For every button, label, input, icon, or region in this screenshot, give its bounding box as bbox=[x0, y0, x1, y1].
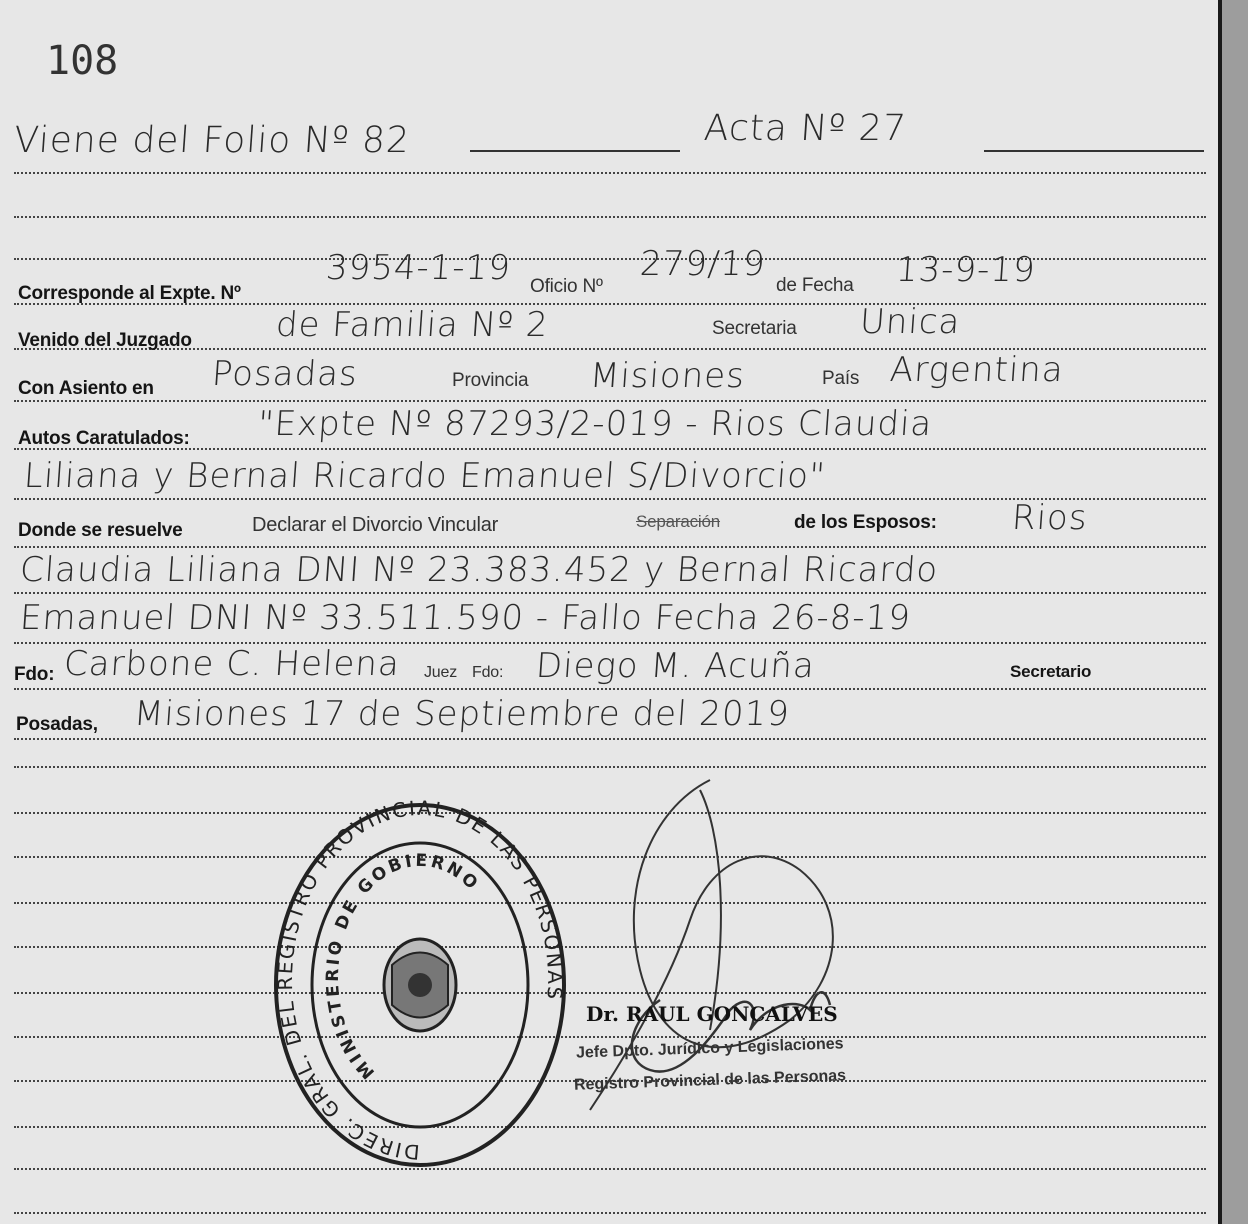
posadas-value: Misiones 17 de Septiembre del 2019 bbox=[132, 694, 792, 734]
asiento-value: Posadas bbox=[210, 354, 360, 394]
esposos-line-2: Claudia Liliana DNI Nº 23.383.452 y Bernal Ricardo bbox=[18, 550, 940, 590]
ruled-line bbox=[14, 592, 1206, 594]
ruled-line bbox=[14, 546, 1206, 548]
juzgado-value: de Familia Nº 2 bbox=[274, 305, 550, 345]
fecha-value: 13-9-19 bbox=[894, 250, 1038, 290]
ruled-line bbox=[14, 688, 1206, 690]
esposos-start: Rios bbox=[1010, 498, 1089, 538]
ruled-line bbox=[14, 766, 1206, 768]
corresponde-label: Corresponde al Expte. Nº bbox=[18, 283, 241, 304]
provincia-label: Provincia bbox=[452, 370, 529, 391]
signatory-title: Jefe Dpto. Jurídico y Legislaciones bbox=[575, 1035, 844, 1062]
autos-line-1: "Expte Nº 87293/2-019 - Rios Claudia bbox=[256, 404, 934, 444]
page-edge bbox=[1218, 0, 1222, 1224]
provincia-value: Misiones bbox=[588, 356, 747, 396]
ruled-line bbox=[14, 216, 1206, 218]
acta-number: Acta Nº 27 bbox=[702, 108, 908, 149]
secretario-label: Secretario bbox=[1010, 662, 1092, 681]
secretario-value: Diego M. Acuña bbox=[534, 646, 817, 686]
autos-label: Autos Caratulados: bbox=[18, 428, 190, 449]
ruled-line bbox=[14, 1168, 1206, 1170]
resuelve-text: Declarar el Divorcio Vincular bbox=[252, 514, 499, 536]
underline bbox=[984, 150, 1204, 152]
esposos-line-3: Emanuel DNI Nº 33.511.590 - Fallo Fecha 26-8-19 bbox=[18, 598, 913, 638]
secretaria-label: Secretaria bbox=[712, 318, 797, 339]
folio-number: 108 bbox=[46, 38, 119, 84]
esposos-label: de los Esposos: bbox=[794, 512, 937, 533]
stamp-inner-text: MINISTERIO DE GOBIERNO bbox=[322, 850, 484, 1083]
resuelve-label: Donde se resuelve bbox=[18, 520, 183, 541]
signatory-org: Registro Provincial de las Personas bbox=[573, 1067, 847, 1094]
asiento-label: Con Asiento en bbox=[18, 378, 154, 399]
fdo2-label: Fdo: bbox=[472, 664, 504, 681]
venido-label: Venido del Juzgado bbox=[18, 330, 192, 351]
coat-of-arms-icon bbox=[384, 939, 456, 1031]
oficio-value: 279/19 bbox=[638, 244, 768, 284]
ruled-line bbox=[14, 400, 1206, 402]
autos-line-2: Liliana y Bernal Ricardo Emanuel S/Divorcio" bbox=[22, 456, 828, 496]
stamp-outer-text: DIREC. GRAL. DEL REGISTRO PROVINCIAL DE LAS PERSONAS bbox=[272, 800, 568, 1165]
ruled-line bbox=[14, 738, 1206, 740]
ruled-line bbox=[14, 172, 1206, 174]
official-stamp bbox=[270, 800, 570, 1170]
ruled-line bbox=[14, 448, 1206, 450]
juez-label: Juez bbox=[424, 664, 457, 681]
expte-value: 3954-1-19 bbox=[324, 248, 513, 288]
ruled-line bbox=[14, 1212, 1206, 1214]
signatory-name: Dr. RAUL GONCALVES bbox=[586, 1002, 838, 1026]
pais-label: País bbox=[822, 368, 860, 389]
fecha-label: de Fecha bbox=[776, 275, 854, 296]
viene-del-folio: Viene del Folio Nº 82 bbox=[12, 120, 412, 161]
oficio-label: Oficio Nº bbox=[530, 276, 603, 297]
pais-value: Argentina bbox=[888, 350, 1066, 390]
separacion-struck: Separación bbox=[636, 512, 721, 531]
fdo-label: Fdo: bbox=[14, 664, 55, 685]
secretaria-value: Unica bbox=[858, 302, 962, 342]
underline bbox=[470, 150, 680, 152]
posadas-label: Posadas, bbox=[16, 714, 98, 735]
juez-value: Carbone C. Helena bbox=[62, 644, 402, 684]
